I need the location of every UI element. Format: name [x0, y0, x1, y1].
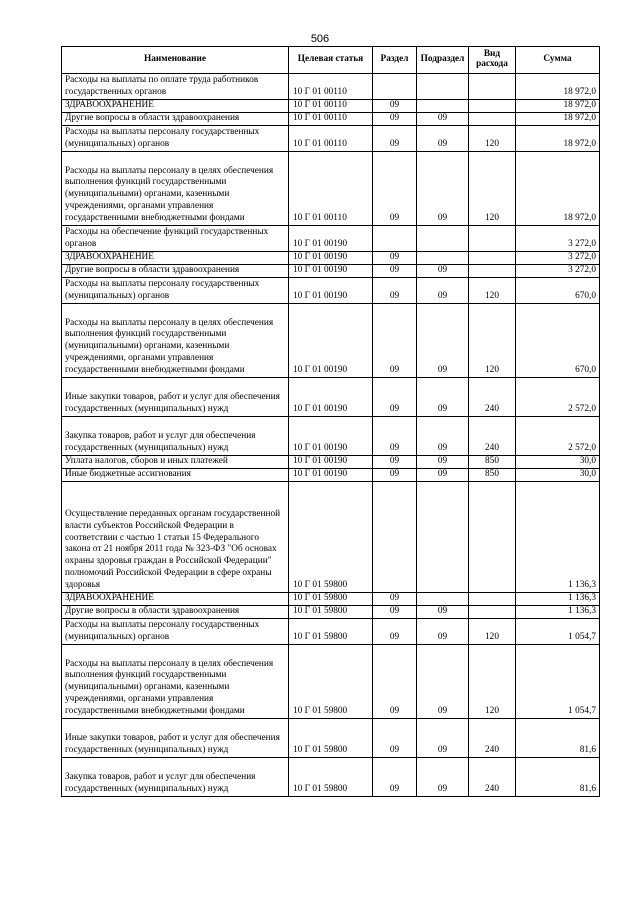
table-cell-kind: 120	[469, 645, 516, 719]
table-cell-sum: 81,6	[516, 758, 600, 797]
table-cell-name: Осуществление переданных органам государственной власти субъектов Российской Федерации в соответствии с частью 1 статьи 15 Федерального закона от 21 ноября 2011 года № 323-ФЗ "Об основах охраны здоровья граждан в Российской Федерации" полномочий Российской Федерации в сфере охраны здоровья	[62, 482, 289, 593]
table-row	[62, 645, 600, 719]
table-cell-name: Закупка товаров, работ и услуг для обеспечения государственных (муниципальных) нужд	[62, 417, 289, 456]
table-cell-section	[373, 482, 417, 593]
table-cell-kind: 120	[469, 278, 516, 304]
table-cell-kind	[469, 265, 516, 278]
table-cell-subsection: 09	[417, 619, 469, 645]
table-row	[62, 482, 600, 593]
table-cell-kind: 240	[469, 378, 516, 417]
table-cell-name: Закупка товаров, работ и услуг для обеспечения государственных (муниципальных) нужд	[62, 758, 289, 797]
table-cell-section: 09	[373, 469, 417, 482]
table-cell-name: Другие вопросы в области здравоохранения	[62, 113, 289, 126]
table-cell-kind	[469, 113, 516, 126]
table-cell-section: 09	[373, 645, 417, 719]
page-number: 506	[310, 33, 330, 45]
table-cell-kind: 850	[469, 456, 516, 469]
table-cell-sum: 1 136,3	[516, 606, 600, 619]
table-cell-kind: 120	[469, 304, 516, 378]
table-cell-kind: 240	[469, 758, 516, 797]
header-sum: Сумма	[516, 47, 600, 74]
table-cell-kind: 120	[469, 126, 516, 152]
table-cell-section: 09	[373, 113, 417, 126]
table-row	[62, 417, 600, 456]
table-cell-target: 10 Г 01 00190	[289, 417, 373, 456]
table-cell-kind: 120	[469, 152, 516, 226]
table-cell-sum: 18 972,0	[516, 100, 600, 113]
table-cell-subsection	[417, 593, 469, 606]
table-cell-name: Расходы на выплаты персоналу государственных (муниципальных) органов	[62, 126, 289, 152]
table-cell-subsection: 09	[417, 758, 469, 797]
header-subsection: Подраздел	[417, 47, 469, 74]
table-cell-sum: 1 054,7	[516, 619, 600, 645]
table-cell-subsection	[417, 226, 469, 252]
table-cell-kind: 240	[469, 417, 516, 456]
table-cell-section: 09	[373, 304, 417, 378]
table-cell-section: 09	[373, 593, 417, 606]
header-kind: Вид расхода	[469, 47, 516, 74]
table-cell-subsection: 09	[417, 469, 469, 482]
table-cell-target: 10 Г 01 59800	[289, 606, 373, 619]
table-cell-target: 10 Г 01 00110	[289, 74, 373, 100]
table-cell-name: Расходы на выплаты персоналу государственных (муниципальных) органов	[62, 619, 289, 645]
table-cell-name: Расходы на выплаты персоналу в целях обеспечения выполнения функций государственными (муниципальными) органами, казенными учреждениями, органами управления государственными внебюджетными фондами	[62, 645, 289, 719]
table-row	[62, 378, 600, 417]
table-cell-target: 10 Г 01 59800	[289, 719, 373, 758]
table-body	[62, 74, 600, 797]
table-cell-kind: 240	[469, 719, 516, 758]
table-cell-sum: 81,6	[516, 719, 600, 758]
table-cell-sum: 1 136,3	[516, 593, 600, 606]
table-cell-target: 10 Г 01 59800	[289, 645, 373, 719]
table-cell-kind: 120	[469, 619, 516, 645]
table-cell-name: Уплата налогов, сборов и иных платежей	[62, 456, 289, 469]
table-cell-target: 10 Г 01 59800	[289, 593, 373, 606]
table-cell-target: 10 Г 01 00190	[289, 304, 373, 378]
table-row	[62, 593, 600, 606]
table-cell-target: 10 Г 01 00190	[289, 278, 373, 304]
table-cell-kind	[469, 74, 516, 100]
table-cell-name: Иные бюджетные ассигнования	[62, 469, 289, 482]
table-cell-section: 09	[373, 265, 417, 278]
table-cell-name: Другие вопросы в области здравоохранения	[62, 265, 289, 278]
table-row	[62, 126, 600, 152]
table-cell-target: 10 Г 01 00190	[289, 378, 373, 417]
table-cell-subsection: 09	[417, 606, 469, 619]
header-target: Целевая статья	[289, 47, 373, 74]
table-cell-sum: 1 054,7	[516, 645, 600, 719]
table-cell-subsection: 09	[417, 456, 469, 469]
table-cell-sum: 1 136,3	[516, 482, 600, 593]
table-cell-sum: 2 572,0	[516, 378, 600, 417]
table-cell-subsection	[417, 252, 469, 265]
table-cell-sum: 18 972,0	[516, 152, 600, 226]
table-cell-target: 10 Г 01 00190	[289, 469, 373, 482]
table-cell-kind	[469, 482, 516, 593]
table-row	[62, 226, 600, 252]
table-cell-target: 10 Г 01 00190	[289, 265, 373, 278]
table-row	[62, 265, 600, 278]
table-cell-name: ЗДРАВООХРАНЕНИЕ	[62, 100, 289, 113]
table-cell-section: 09	[373, 100, 417, 113]
table-cell-sum: 18 972,0	[516, 74, 600, 100]
table-cell-kind	[469, 593, 516, 606]
table-cell-name: Иные закупки товаров, работ и услуг для обеспечения государственных (муниципальных) нужд	[62, 378, 289, 417]
table-row	[62, 456, 600, 469]
table-row	[62, 278, 600, 304]
table-cell-subsection: 09	[417, 265, 469, 278]
table-cell-section: 09	[373, 126, 417, 152]
table-row	[62, 304, 600, 378]
table-cell-kind: 850	[469, 469, 516, 482]
table-cell-subsection: 09	[417, 304, 469, 378]
table-cell-sum: 30,0	[516, 456, 600, 469]
table-cell-kind	[469, 100, 516, 113]
table-cell-sum: 3 272,0	[516, 226, 600, 252]
table-cell-kind	[469, 252, 516, 265]
table-cell-target: 10 Г 01 00190	[289, 456, 373, 469]
table-row	[62, 758, 600, 797]
table-cell-subsection: 09	[417, 719, 469, 758]
table-cell-name: Расходы на обеспечение функций государственных органов	[62, 226, 289, 252]
table-cell-sum: 670,0	[516, 304, 600, 378]
table-cell-section: 09	[373, 378, 417, 417]
table-cell-section	[373, 226, 417, 252]
table-cell-subsection: 09	[417, 278, 469, 304]
table-cell-target: 10 Г 01 00190	[289, 226, 373, 252]
table-cell-target: 10 Г 01 00190	[289, 252, 373, 265]
table-cell-subsection: 09	[417, 378, 469, 417]
table-cell-target: 10 Г 01 00110	[289, 113, 373, 126]
table-cell-sum: 670,0	[516, 278, 600, 304]
header-section: Раздел	[373, 47, 417, 74]
table-row	[62, 100, 600, 113]
table-cell-sum: 3 272,0	[516, 265, 600, 278]
table-cell-section: 09	[373, 152, 417, 226]
table-cell-name: Другие вопросы в области здравоохранения	[62, 606, 289, 619]
table-cell-name: Расходы на выплаты персоналу в целях обеспечения выполнения функций государственными (муниципальными) органами, казенными учреждениями, органами управления государственными внебюджетными фондами	[62, 152, 289, 226]
table-cell-sum: 2 572,0	[516, 417, 600, 456]
table-cell-target: 10 Г 01 59800	[289, 619, 373, 645]
table-row	[62, 469, 600, 482]
table-cell-subsection: 09	[417, 113, 469, 126]
table-cell-target: 10 Г 01 00110	[289, 100, 373, 113]
table-cell-target: 10 Г 01 59800	[289, 758, 373, 797]
table-cell-section: 09	[373, 456, 417, 469]
table-cell-section: 09	[373, 619, 417, 645]
table-cell-target: 10 Г 01 00110	[289, 152, 373, 226]
header-name: Наименование	[62, 47, 289, 74]
table-cell-name: ЗДРАВООХРАНЕНИЕ	[62, 252, 289, 265]
table-cell-section	[373, 74, 417, 100]
table-cell-target: 10 Г 01 00110	[289, 126, 373, 152]
table-row	[62, 252, 600, 265]
table-cell-section: 09	[373, 252, 417, 265]
table-cell-subsection: 09	[417, 417, 469, 456]
table-cell-name: Расходы на выплаты персоналу государственных (муниципальных) органов	[62, 278, 289, 304]
table-row	[62, 606, 600, 619]
table-cell-name: ЗДРАВООХРАНЕНИЕ	[62, 593, 289, 606]
table-cell-subsection	[417, 100, 469, 113]
table-cell-subsection: 09	[417, 152, 469, 226]
table-cell-section: 09	[373, 758, 417, 797]
table-cell-section: 09	[373, 606, 417, 619]
table-cell-subsection	[417, 482, 469, 593]
table-header-row	[62, 47, 600, 74]
table-row	[62, 74, 600, 100]
table-row	[62, 152, 600, 226]
table-cell-section: 09	[373, 719, 417, 758]
budget-table	[61, 46, 600, 797]
table-cell-section: 09	[373, 278, 417, 304]
table-cell-sum: 30,0	[516, 469, 600, 482]
table-cell-section: 09	[373, 417, 417, 456]
table-cell-name: Расходы на выплаты по оплате труда работников государственных органов	[62, 74, 289, 100]
table-cell-sum: 18 972,0	[516, 126, 600, 152]
table-cell-kind	[469, 226, 516, 252]
table-cell-subsection: 09	[417, 126, 469, 152]
table-cell-kind	[469, 606, 516, 619]
table-cell-name: Иные закупки товаров, работ и услуг для обеспечения государственных (муниципальных) нужд	[62, 719, 289, 758]
table-cell-target: 10 Г 01 59800	[289, 482, 373, 593]
table-cell-sum: 18 972,0	[516, 113, 600, 126]
table-row	[62, 719, 600, 758]
table-cell-name: Расходы на выплаты персоналу в целях обеспечения выполнения функций государственными (муниципальными) органами, казенными учреждениями, органами управления государственными внебюджетными фондами	[62, 304, 289, 378]
table-row	[62, 619, 600, 645]
table-cell-sum: 3 272,0	[516, 252, 600, 265]
table-row	[62, 113, 600, 126]
table-cell-subsection: 09	[417, 645, 469, 719]
table-cell-subsection	[417, 74, 469, 100]
